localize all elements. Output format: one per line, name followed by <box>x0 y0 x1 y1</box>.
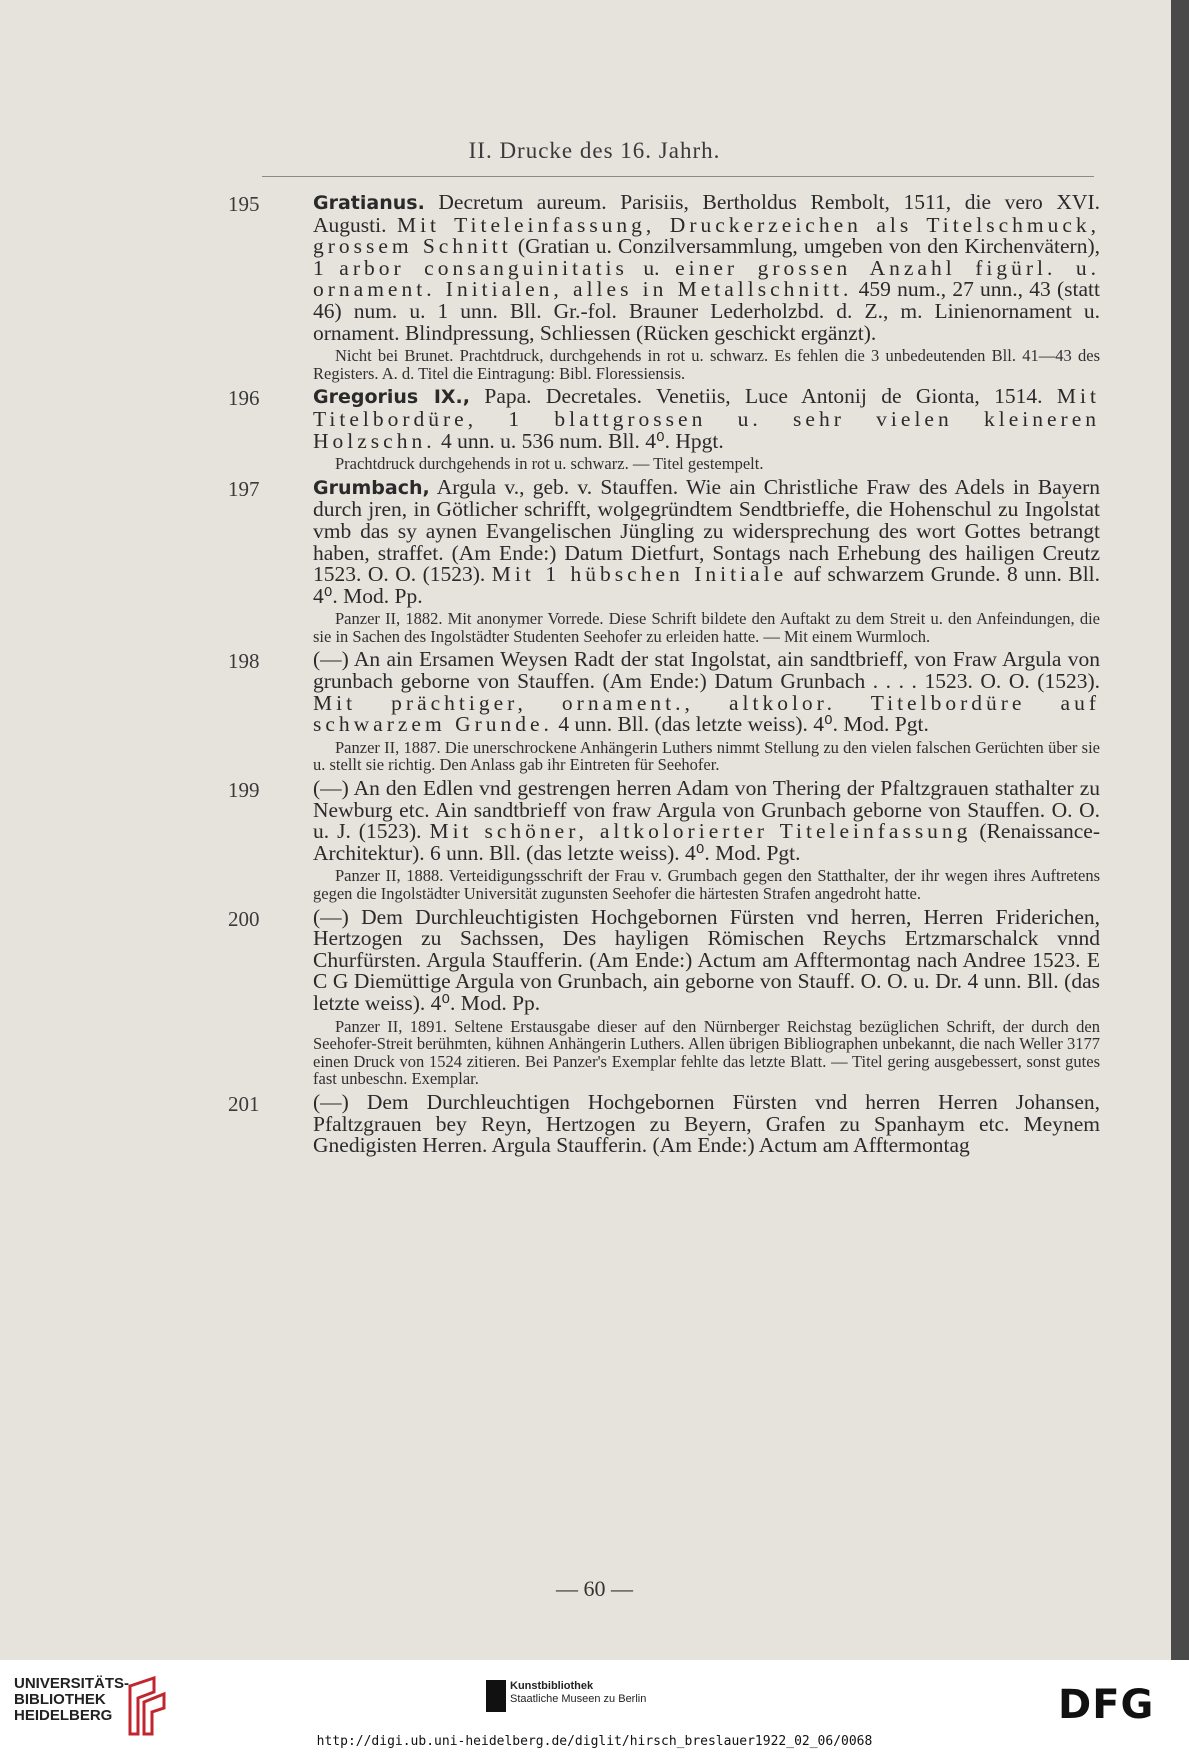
catalogue-entry <box>228 647 1100 775</box>
entry-author: Grumbach, <box>313 476 430 499</box>
header-rule <box>262 176 1094 177</box>
entry-body <box>313 778 1100 864</box>
entry-note-text: Panzer II, 1882. Mit anonymer Vorrede. Diese Schrift bildete den Auftakt zu dem Streit u. den Anfeindungen, die sie in Sachen des Ingolstädter Studenten Seehofer zu erleiden hatte. — Mit einem Wurmloch. <box>313 609 1100 646</box>
entry-number: 196 <box>228 386 260 411</box>
entry-text: 459 num., 27 unn., 43 (statt 46) num. u. 1 unn. Bll. Gr.-fol. Brauner Lederholzbd. d. Z., m. Linienornament u. ornament. Blindpressung, Schliessen (Rücken geschickt ergänzt). <box>313 277 1101 345</box>
catalogue-entry <box>228 474 1101 646</box>
entry-text: (Gratian u. Conzilversammlung, umgeben von den Kirchenvätern), 1 <box>313 234 1100 280</box>
entry-text: auf schwarzem Grunde. 8 unn. Bll. 4⁰. Mod. Pp. <box>313 562 1101 608</box>
catalogue-entry <box>228 384 1100 474</box>
entry-note-text: Panzer II, 1888. Verteidigungsschrift der Frau v. Grumbach gegen den Statthalter, der ihr wegen ihres Auftretens gegen die Ingolstädter Universität zugunsten Seehofer die härtesten Strafen angedroht hatte. <box>313 866 1100 903</box>
entry-note <box>313 1018 1100 1088</box>
running-header: II. Drucke des 16. Jahrh. <box>468 138 721 163</box>
entry-number: 199 <box>228 778 260 803</box>
kb-title: Kunstbibliothek <box>510 1680 594 1692</box>
entry-note <box>313 347 1100 382</box>
library-mark-icon <box>124 1676 168 1736</box>
source-url-link[interactable]: http://digi.ub.uni-heidelberg.de/diglit/hirsch_breslauer1922_02_06/0068 <box>316 1734 873 1749</box>
entry-body <box>313 1089 1100 1158</box>
entry-note-text: Nicht bei Brunet. Prachtdruck, durchgehends in rot u. schwarz. Es fehlen die 3 unbedeutenden Bll. 41—43 des Registers. A. d. Titel die Eintragung: Bibl. Floressiensis. <box>313 346 1100 383</box>
entry-highlight: Mit schöner, altkolorierter Titeleinfassung <box>429 819 972 844</box>
entry-text: (Renaissance-Architektur). 6 unn. Bll. (das letzte weiss). 4⁰. Mod. Pgt. <box>313 819 1100 865</box>
entry-body <box>313 386 1100 452</box>
kunstbibliothek-logo[interactable] <box>510 1680 646 1706</box>
entry-note-text: Panzer II, 1891. Seltene Erstausgabe dieser auf den Nürnberger Reichstag bezüglichen Schrift, der durch den Seehofer-Streit berühmten, kühnen Anhängerin Luthers. Allen übrigen Bibliographen unbekannt, die nach Weller 3177 einen Druck von 1524 zitieren. Bei Panzer's Exemplar fehlte das letzte Blatt. — Titel gering ausgebessert, sonst gutes fast unbeschn. Exemplar. <box>313 1016 1100 1089</box>
entry-note <box>313 455 1100 473</box>
entry-highlight: Mit Titelbordüre, 1 blattgrossen u. sehr vielen kleineren Holzschn. <box>313 384 1100 453</box>
entry-body <box>313 474 1101 608</box>
entry-number: 195 <box>228 192 260 216</box>
entry-author: Gregorius IX., <box>313 386 470 409</box>
entry-text: Papa. Decretales. Venetiis, Luce Antonij de Gionta, 1514. <box>470 384 1057 409</box>
entry-text: 4 unn. u. 536 num. Bll. 4⁰. Hpgt. <box>435 428 724 453</box>
entry-highlight: Mit 1 hübschen Initiale <box>491 562 788 587</box>
entry-note <box>313 739 1100 774</box>
entry-text: (—) Dem Durchleuchtigisten Hochgebornen Fürsten vnd herren, Herren Friderichen, Hertzogen zu Sachssen, Des hayligen Römischen Reychs Ertzmarschalck vnnd Churfürsten. Argula Staufferin. (Am Ende:) Actum am Afftermontag nach Andree 1523. E C G Diemüttige Argula von Grunbach, ain geborne von Stauff. O. O. u. Dr. 4 unn. Bll. (das letzte weiss). 4⁰. Mod. Pp. <box>313 904 1100 1015</box>
university-library-logo[interactable] <box>14 1676 129 1724</box>
kunstbibliothek-mark-icon <box>486 1680 506 1712</box>
library-logo-text: UNIVERSITÄTS- BIBLIOTHEK HEIDELBERG <box>14 1675 130 1724</box>
entry-body <box>313 649 1100 735</box>
entry-highlight: Mit prächtiger, ornament., altkolor. Titelbordüre auf schwarzem Grunde. <box>313 690 1100 737</box>
entry-note-text: Prachtdruck durchgehends in rot u. schwarz. — Titel gestempelt. <box>335 454 764 474</box>
catalogue-entry <box>228 1089 1100 1158</box>
entry-text: (—) Dem Durchleuchtigen Hochgebornen Fürsten vnd herren Herren Johansen, Pfaltzgrauen bey Reyn, Hertzogen zu Beyern, Grafen zu Spanhaym etc. Meynem Gnedigisten Herren. Argula Staufferin. (Am Ende:) Actum am Afftermontag <box>313 1089 1100 1158</box>
entry-number: 200 <box>228 906 260 931</box>
catalogue-entry <box>228 190 1101 383</box>
entry-note <box>313 610 1100 645</box>
entry-number: 198 <box>228 649 260 674</box>
catalogue-entry <box>228 904 1100 1089</box>
entry-number: 197 <box>228 476 260 501</box>
entry-text: Decretum aureum. Parisiis, Bertholdus Rembolt, 1511, die vero XVI. Augusti. <box>313 190 1100 237</box>
entry-highlight: einer grossen Anzahl figürl. u. ornament. Initialen, alles in Metallschnitt. <box>313 255 1101 302</box>
entry-author: Gratianus. <box>313 192 425 214</box>
entry-number: 201 <box>228 1091 260 1116</box>
catalogue-entry <box>228 776 1100 903</box>
entry-text: (—) An ain Ersamen Weysen Radt der stat Ingolstat, ain sandtbrieff, von Fraw Argula von grunbach geborne von Stauffen. (Am Ende:) Datum Grunbach . . . . 1523. O. O. (1523). <box>313 647 1100 694</box>
kb-subtitle: Staatliche Museen zu Berlin <box>510 1693 647 1705</box>
entry-note <box>313 867 1100 902</box>
entry-highlight: arbor consanguinitatis <box>339 255 628 280</box>
entry-text: (—) An den Edlen vnd gestrengen herren Adam von Thering der Pfaltzgrauen stathalter zu Newburg etc. Ain sandtbrieff von fraw Argula von Grunbach geborne von Stauffen. O. O. u. J. (1523). <box>313 776 1100 844</box>
entry-body <box>313 904 1100 1015</box>
page-number: — 60 — <box>556 1576 633 1601</box>
dfg-logo[interactable]: DFG <box>1058 1682 1155 1728</box>
entry-text: u. <box>627 255 676 280</box>
entry-highlight: Mit Titeleinfassung, Druckerzeichen als Titelschmuck, grossem Schnitt <box>313 212 1100 259</box>
entry-text: Argula v., geb. v. Stauffen. Wie ain Christliche Fraw des Adels in Bayern durch jren, in Götlicher schrifft, wolgegründtem Sendtbrieffe, die Hohenschul zu Ingolstat vmb das sy aynen Evangelischen Jüngling zu widersprechung des wort Gottes betrangt haben, straffet. (Am Ende:) Datum Dietfurt, Sontags nach Erhebung des hailigen Creutz 1523. O. O. (1523). <box>313 474 1100 587</box>
entry-text: 4 unn. Bll. (das letzte weiss). 4⁰. Mod. Pgt. <box>552 712 929 737</box>
entry-note-text: Panzer II, 1887. Die unerschrockene Anhängerin Luthers nimmt Stellung zu den vielen falschen Gerüchten über sie u. stellt sie richtig. Den Anlass gab ihr Eintreten für Seehofer. <box>313 737 1100 775</box>
entry-body <box>313 192 1100 344</box>
catalogue-entries <box>228 190 1101 1161</box>
